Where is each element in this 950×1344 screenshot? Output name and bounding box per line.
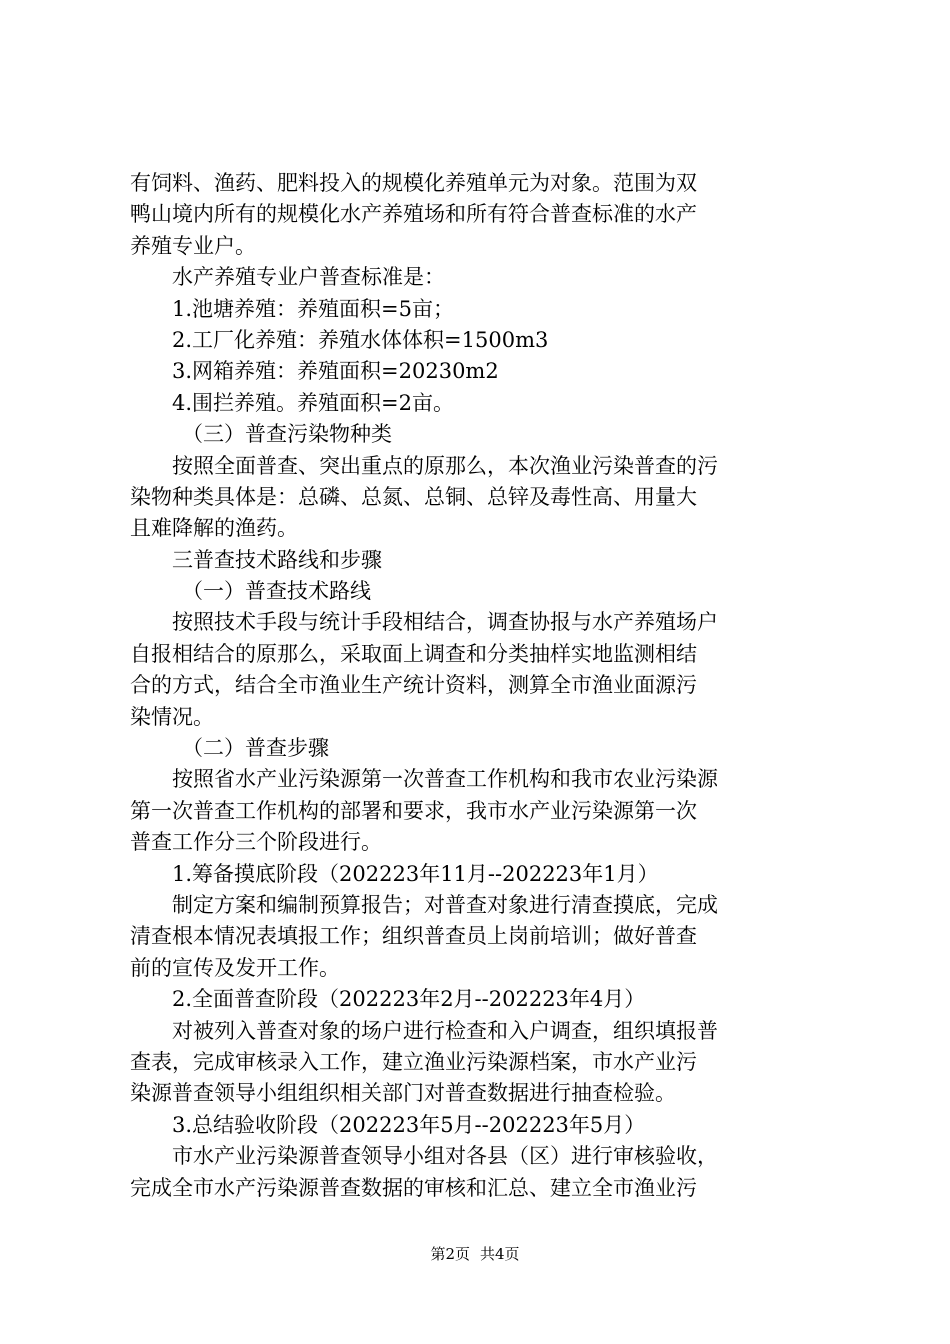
paragraph-line: 制定方案和编制预算报告；对普查对象进行清查摸底，完成 bbox=[172, 892, 718, 917]
page-number: 第2页 bbox=[430, 1245, 470, 1263]
page-total: 共4页 bbox=[480, 1245, 520, 1263]
paragraph-line: 对被列入普查对象的场户进行检查和入户调查，组织填报普 bbox=[172, 1018, 718, 1043]
section-heading: （一）普查技术路线 bbox=[182, 579, 371, 604]
section-heading: （二）普查步骤 bbox=[182, 736, 329, 761]
page-footer bbox=[0, 1244, 950, 1264]
list-item: 1.池塘养殖：养殖面积=5亩； bbox=[172, 296, 454, 321]
text-line: 染物种类具体是：总磷、总氮、总铜、总锌及毒性高、用量大 bbox=[130, 484, 697, 509]
text-line: 且难降解的渔药。 bbox=[130, 516, 298, 541]
text-line: 染源普查领导小组组织相关部门对普查数据进行抽查检验。 bbox=[130, 1081, 676, 1106]
text-line: 养殖专业户。 bbox=[130, 233, 256, 258]
text-line: 完成全市水产污染源普查数据的审核和汇总、建立全市渔业污 bbox=[130, 1175, 697, 1200]
text-line: 有饲料、渔药、肥料投入的规模化养殖单元为对象。范围为双 bbox=[130, 171, 697, 195]
paragraph-line: 按照全面普查、突出重点的原那么，本次渔业污染普查的污 bbox=[172, 453, 718, 478]
stage-heading: 3.总结验收阶段（202223年5月--202223年5月） bbox=[172, 1112, 646, 1137]
paragraph-line: 市水产业污染源普查领导小组对各县（区）进行审核验收， bbox=[172, 1144, 718, 1169]
text-line: 鸭山境内所有的规模化水产养殖场和所有符合普查标准的水产 bbox=[130, 202, 697, 227]
text-line: 清查根本情况表填报工作；组织普查员上岗前培训；做好普查 bbox=[130, 924, 697, 949]
list-item: 2.工厂化养殖：养殖水体体积=1500m3 bbox=[172, 327, 549, 352]
list-item: 3.网箱养殖：养殖面积=20230m2 bbox=[172, 359, 499, 384]
stage-heading: 1.筹备摸底阶段（202223年11月--202223年1月） bbox=[172, 861, 659, 886]
paragraph-line: 按照技术手段与统计手段相结合，调查协报与水产养殖场户 bbox=[172, 610, 718, 635]
text-line: 合的方式，结合全市渔业生产统计资料，测算全市渔业面源污 bbox=[130, 673, 697, 698]
list-item: 4.围拦养殖。养殖面积=2亩。 bbox=[172, 390, 454, 415]
text-line: 自报相结合的原那么，采取面上调查和分类抽样实地监测相结 bbox=[130, 641, 697, 666]
text-line: 查表，完成审核录入工作，建立渔业污染源档案，市水产业污 bbox=[130, 1049, 697, 1074]
section-heading: 三普查技术路线和步骤 bbox=[172, 547, 382, 572]
paragraph-line: 按照省水产业污染源第一次普查工作机构和我市农业污染源 bbox=[172, 767, 718, 792]
document-body bbox=[130, 168, 835, 1204]
stage-heading: 2.全面普查阶段（202223年2月--202223年4月） bbox=[172, 987, 646, 1012]
text-line: 染情况。 bbox=[130, 704, 214, 729]
text-line: 第一次普查工作机构的部署和要求，我市水产业污染源第一次 bbox=[130, 798, 697, 823]
paragraph-line: 水产养殖专业户普查标准是： bbox=[172, 265, 445, 290]
text-line: 前的宣传及发开工作。 bbox=[130, 955, 340, 980]
section-heading: （三）普查污染物种类 bbox=[182, 422, 392, 447]
text-line: 普查工作分三个阶段进行。 bbox=[130, 830, 382, 855]
